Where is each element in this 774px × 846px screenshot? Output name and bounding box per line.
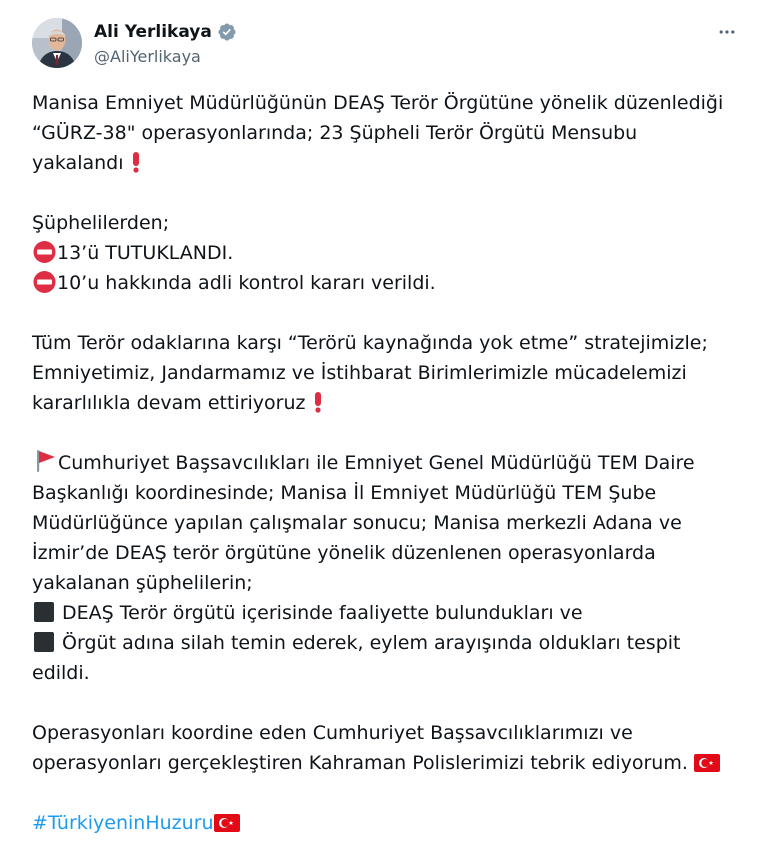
hashtag-link[interactable]: #TürkiyeninHuzuru	[32, 812, 214, 834]
text-line	[32, 388, 744, 418]
text-line	[32, 238, 744, 268]
text-segment: yakalandı	[32, 152, 130, 174]
verified-badge-icon[interactable]	[217, 22, 237, 42]
text-line	[32, 808, 744, 838]
name-row	[94, 20, 237, 44]
tweet-header	[32, 18, 742, 70]
text-line: Operasyonları koordine eden Cumhuriyet Başsavcılıklarımızı ve	[32, 722, 633, 744]
text-line	[32, 598, 744, 628]
text-line: Başkanlığı koordinesinde; Manisa İl Emniyet Müdürlüğü TEM Şube	[32, 482, 657, 504]
text-segment: Örgüt adına silah temin ederek, eylem arayışında oldukları tespit	[56, 632, 681, 654]
text-line	[32, 748, 744, 778]
text-segment: operasyonları gerçekleştiren Kahraman Polislerimizi tebrik ediyorum.	[32, 752, 694, 774]
blank-line	[32, 298, 744, 328]
text-line	[32, 448, 744, 478]
author-info	[94, 20, 237, 66]
text-segment: kararlılıkla devam ettiriyoruz	[32, 392, 312, 414]
turkey-flag-icon	[214, 812, 240, 842]
blank-line	[32, 418, 744, 448]
text-line	[32, 628, 744, 658]
blank-line	[32, 778, 744, 808]
text-line: Şüphelilerden;	[32, 212, 170, 234]
text-segment: Cumhuriyet Başsavcılıkları ile Emniyet Genel Müdürlüğü TEM Daire	[58, 452, 695, 474]
text-line: Tüm Terör odaklarına karşı “Terörü kaynağında yok etme” stratejimizle;	[32, 332, 708, 354]
red-exclamation-icon	[130, 151, 142, 182]
text-line	[32, 268, 744, 298]
blank-line	[32, 688, 744, 718]
text-line: İzmir’de DEAŞ terör örgütüne yönelik düzenlenen operasyonlarda	[32, 542, 656, 564]
text-line: “GÜRZ-38" operasyonlarında; 23 Şüpheli Terör Örgütü Mensubu	[32, 122, 638, 144]
text-line: Müdürlüğünce yapılan çalışmalar sonucu; Manisa merkezli Adana ve	[32, 512, 682, 534]
text-line	[32, 148, 744, 178]
text-line: Manisa Emniyet Müdürlüğünün DEAŞ Terör Örgütüne yönelik düzenlediği	[32, 92, 724, 114]
profile-photo	[32, 18, 82, 68]
author-handle[interactable]: @AliYerlikaya	[94, 47, 201, 66]
red-exclamation-icon	[312, 391, 324, 422]
avatar[interactable]	[32, 18, 82, 68]
text-line: Emniyetimiz, Jandarmamız ve İstihbarat Birimlerimizle mücadelemizi	[32, 362, 687, 384]
text-segment: 13’ü TUTUKLANDI.	[57, 242, 234, 264]
text-segment: DEAŞ Terör örgütü içerisinde faaliyette bulundukları ve	[56, 602, 583, 624]
more-horizontal-icon	[717, 22, 737, 42]
blank-line	[32, 178, 744, 208]
text-segment: 10’u hakkında adli kontrol kararı verildi.	[57, 272, 436, 294]
turkey-flag-icon	[694, 752, 720, 782]
more-options-button[interactable]	[712, 20, 742, 44]
text-line: edildi.	[32, 662, 90, 684]
no-entry-icon	[32, 271, 57, 302]
tweet-text	[32, 88, 744, 838]
display-name[interactable]: Ali Yerlikaya	[94, 22, 212, 42]
text-line: yakalanan şüphelilerin;	[32, 572, 253, 594]
